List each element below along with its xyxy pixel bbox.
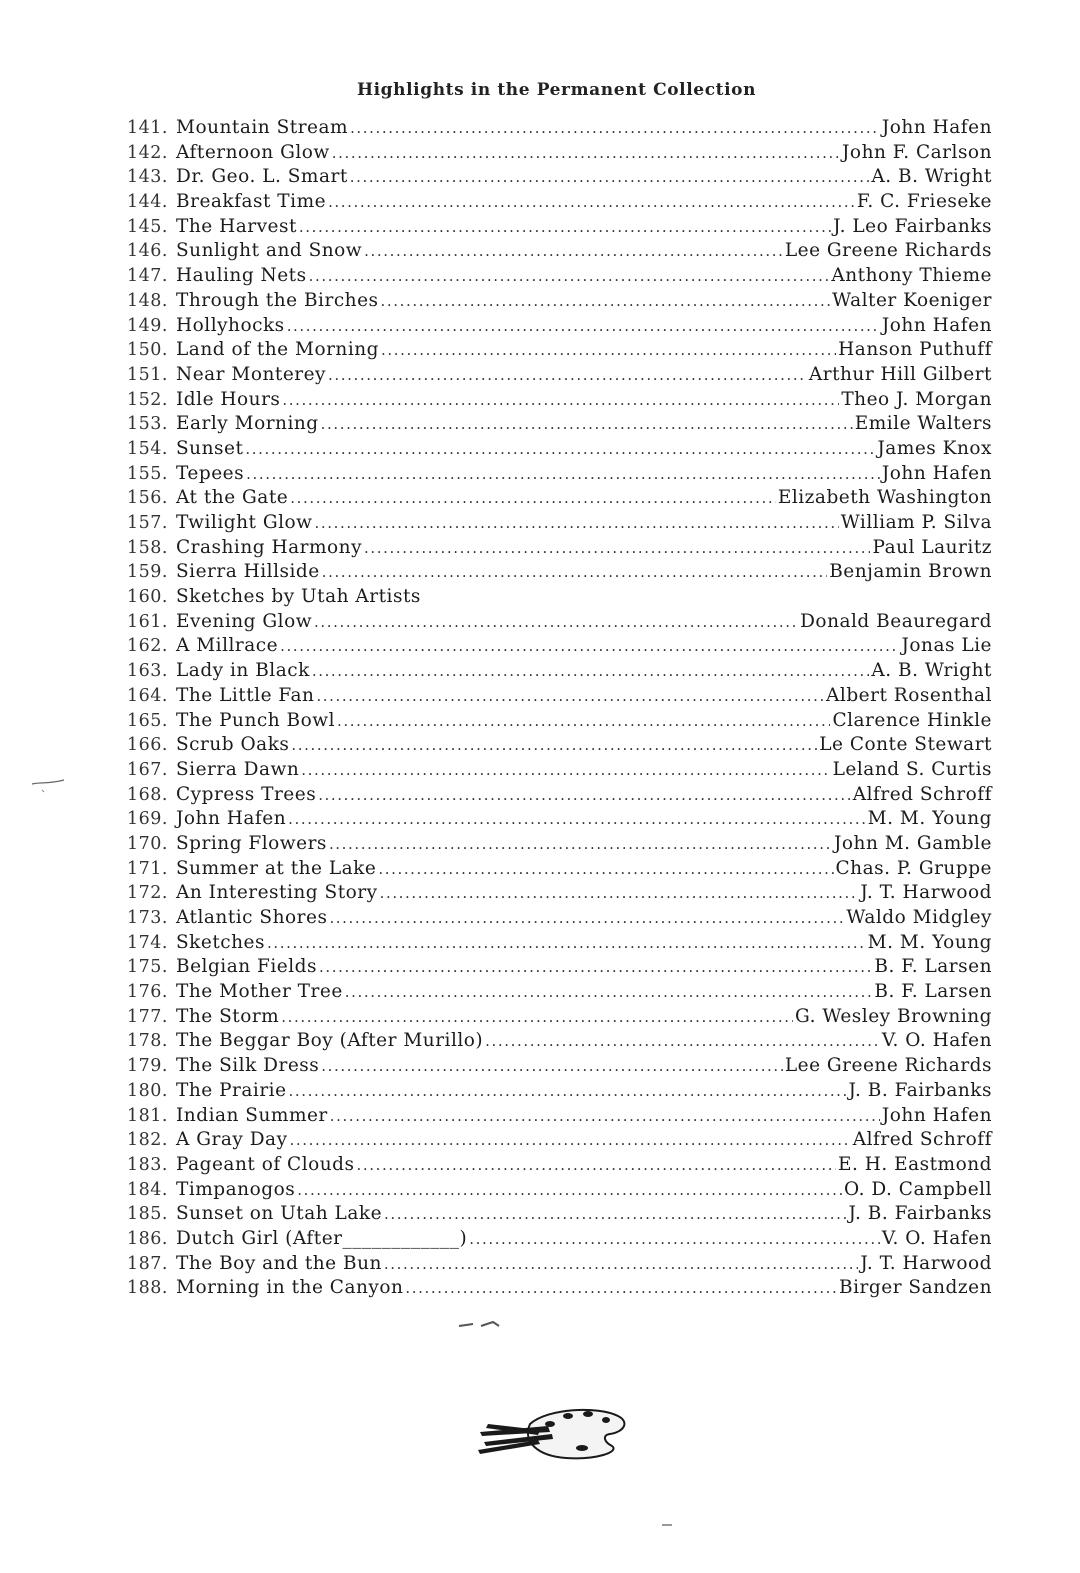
catalog-entry: [108, 314, 992, 339]
catalog-entry: [108, 807, 992, 832]
catalog-entry: [108, 1005, 992, 1030]
entry-number: 173.: [127, 908, 168, 928]
artwork-title: Dutch Girl (After____________): [176, 1227, 468, 1249]
artist-name: O. D. Campbell: [844, 1178, 992, 1200]
artwork-title: Lady in Black: [176, 660, 310, 682]
dot-leader: [267, 931, 866, 956]
catalog-entry: [108, 165, 992, 190]
artist-name: J. B. Fairbanks: [848, 1203, 992, 1225]
catalog-entry: [108, 783, 992, 808]
artwork-title: Belgian Fields: [176, 956, 317, 978]
dot-leader: [309, 264, 830, 289]
artwork-title: Cypress Trees: [176, 783, 317, 805]
catalog-entry: [108, 141, 992, 166]
dot-leader: [384, 1202, 847, 1227]
artist-name: A. B. Wright: [871, 166, 992, 188]
page-title: Highlights in the Permanent Collection: [356, 80, 757, 100]
artist-name: G. Wesley Browning: [794, 1005, 992, 1027]
artist-name: Hanson Puthuff: [838, 339, 992, 361]
artwork-title: Hauling Nets: [176, 265, 307, 287]
catalog-entry: [108, 1079, 992, 1104]
catalog-entry: [108, 388, 992, 413]
catalog-entry: [108, 1252, 992, 1277]
artist-name: John M. Gamble: [833, 832, 992, 854]
entry-number: 164.: [127, 685, 168, 706]
catalog-entry: [108, 338, 992, 363]
artist-name: Albert Rosenthal: [826, 684, 992, 706]
artwork-title: A Gray Day: [176, 1129, 288, 1151]
artwork-title: Mountain Stream: [176, 117, 349, 138]
artist-name: Waldo Midgley: [846, 907, 992, 928]
artwork-title: Tepees: [176, 462, 245, 484]
entry-number: 168.: [127, 784, 168, 805]
artist-name: Arthur Hill Gilbert: [808, 363, 992, 385]
artwork-title: Pageant of Clouds: [176, 1153, 355, 1175]
dot-leader: [378, 857, 833, 882]
artist-name: James Knox: [877, 437, 992, 459]
catalog-entry: [108, 980, 992, 1005]
catalog-entry: [108, 1104, 992, 1129]
artist-name: John Hafen: [881, 1104, 992, 1126]
artist-name: Lee Greene Richards: [784, 1055, 992, 1077]
dot-leader: [329, 832, 832, 857]
entry-number: 149.: [127, 315, 168, 336]
catalog-entry: [108, 437, 992, 462]
artwork-title: Sunlight and Snow: [176, 240, 363, 262]
artwork-title: The Silk Dress: [176, 1055, 320, 1077]
entry-number: 141.: [127, 118, 168, 138]
entry-number: 161.: [127, 611, 168, 632]
artwork-title: The Harvest: [176, 215, 297, 237]
catalog-entry: [108, 486, 992, 511]
catalog-entry: [108, 239, 992, 264]
dot-leader: [290, 486, 776, 511]
stray-ink-mark: [455, 1318, 503, 1334]
artist-name: John Hafen: [881, 117, 992, 138]
artwork-title: Timpanogos: [176, 1178, 296, 1200]
entry-number: 174.: [127, 932, 168, 953]
entry-number: 183.: [127, 1154, 168, 1175]
artwork-title: The Mother Tree: [176, 981, 343, 1003]
entry-number: 172.: [127, 883, 168, 904]
dot-leader: [301, 758, 830, 783]
artist-name: William P. Silva: [840, 512, 992, 533]
artwork-title: The Boy and the Bun: [176, 1252, 382, 1274]
artwork-title: Land of the Morning: [176, 339, 380, 361]
stray-ink-mark: [660, 1520, 676, 1530]
entry-number: 158.: [127, 537, 168, 558]
artwork-title: Scrub Oaks: [176, 734, 290, 756]
artist-name: J. T. Harwood: [860, 1252, 992, 1274]
catalog-entry: [108, 1153, 992, 1178]
artwork-title: Crashing Harmony: [176, 536, 363, 558]
entry-number: 170.: [127, 833, 168, 854]
entry-number: 184.: [127, 1179, 168, 1200]
artist-name: B. F. Larsen: [874, 981, 992, 1003]
dot-leader: [350, 165, 870, 190]
artwork-title: Atlantic Shores: [176, 907, 328, 928]
catalog-entry: [108, 1128, 992, 1153]
artwork-title: John Hafen: [176, 808, 287, 830]
artist-name: Birger Sandzen: [839, 1277, 992, 1299]
entry-number: 147.: [127, 266, 168, 287]
entry-number: 169.: [127, 809, 168, 830]
entry-number: 150.: [127, 340, 168, 361]
artist-palette-and-brushes-icon: [478, 1402, 634, 1462]
entry-number: 154.: [127, 438, 168, 459]
dot-leader: [485, 1029, 880, 1054]
artwork-title: Hollyhocks: [176, 314, 285, 336]
catalog-entry: [108, 955, 992, 980]
entry-number: 188.: [127, 1278, 168, 1299]
entry-number: 155.: [127, 463, 168, 484]
artwork-title: Through the Birches: [176, 289, 379, 311]
artist-name: John F. Carlson: [842, 141, 992, 163]
dot-leader: [280, 634, 899, 659]
entry-number: 151.: [127, 364, 168, 385]
entry-number: 176.: [127, 982, 168, 1003]
artist-name: Alfred Schroff: [852, 1129, 992, 1151]
artist-name: Benjamin Brown: [829, 561, 992, 583]
artist-name: Clarence Hinkle: [832, 709, 992, 731]
catalog-entry: [108, 758, 992, 783]
dot-leader: [315, 511, 839, 536]
dot-leader: [328, 190, 855, 215]
artwork-title: The Storm: [176, 1005, 280, 1027]
catalog-entry: [108, 190, 992, 215]
catalog-entry: [108, 560, 992, 585]
catalog-entry: [108, 116, 992, 141]
catalog-entry: [108, 585, 992, 610]
dot-leader: [364, 536, 870, 561]
dot-leader: [291, 733, 817, 758]
artwork-title: Dr. Geo. L. Smart: [176, 166, 348, 188]
dot-leader: [469, 1227, 880, 1252]
entry-number: 157.: [127, 513, 168, 533]
artwork-title: Afternoon Glow: [176, 141, 330, 163]
entry-number: 178.: [127, 1031, 168, 1052]
artist-name: Theo J. Morgan: [841, 388, 992, 410]
entry-number: 156.: [127, 488, 168, 509]
entry-number: 146.: [127, 241, 168, 262]
artist-name: V. O. Hafen: [881, 1227, 992, 1249]
catalog-entry: [108, 264, 992, 289]
entry-number: 179.: [127, 1056, 168, 1077]
artwork-title: The Beggar Boy (After Murillo): [176, 1030, 484, 1052]
entry-number: 171.: [127, 858, 168, 879]
entry-number: 186.: [127, 1228, 168, 1249]
entry-number: 159.: [127, 562, 168, 583]
artwork-title: Sierra Hillside: [176, 561, 320, 583]
entry-number: 175.: [127, 957, 168, 978]
entry-number: 165.: [127, 710, 168, 731]
catalog-entry: [108, 289, 992, 314]
dot-leader: [322, 560, 827, 585]
artwork-title: Spring Flowers: [176, 832, 327, 854]
dot-leader: [282, 388, 839, 413]
dot-leader: [289, 1079, 847, 1104]
dot-leader: [405, 1276, 837, 1301]
entry-number: 152.: [127, 389, 168, 410]
dot-leader: [384, 1252, 858, 1277]
entry-number: 153.: [127, 414, 168, 435]
dot-leader: [281, 1005, 793, 1030]
catalog-entry: [108, 733, 992, 758]
dot-leader: [337, 709, 830, 734]
entry-number: 160.: [127, 587, 168, 608]
dot-leader: [329, 906, 844, 931]
catalog-entry: [108, 1029, 992, 1054]
artist-name: M. M. Young: [867, 931, 992, 953]
artist-name: Jonas Lie: [901, 635, 992, 657]
catalog-entry: [108, 363, 992, 388]
dot-leader: [330, 1104, 880, 1129]
dot-leader: [350, 116, 880, 141]
artwork-title: Twilight Glow: [176, 512, 313, 533]
dot-leader: [290, 1128, 851, 1153]
dot-leader: [246, 462, 880, 487]
artist-name: J. B. Fairbanks: [848, 1079, 992, 1101]
entry-number: 187.: [127, 1253, 168, 1274]
catalog-entry: [108, 215, 992, 240]
artist-name: Lee Greene Richards: [784, 240, 992, 262]
entry-number: 142.: [127, 142, 168, 163]
dot-leader: [297, 1178, 842, 1203]
catalog-entry: [108, 881, 992, 906]
entry-number: 163.: [127, 661, 168, 682]
catalog-entry: [108, 1227, 992, 1252]
collection-list: [108, 116, 992, 1301]
artist-name: Chas. P. Gruppe: [835, 857, 992, 879]
entry-number: 182.: [127, 1130, 168, 1151]
entry-number: 181.: [127, 1105, 168, 1126]
catalog-entry: [108, 1178, 992, 1203]
artist-name: B. F. Larsen: [874, 956, 992, 978]
artwork-title: An Interesting Story: [176, 882, 378, 904]
catalog-entry: [108, 906, 992, 931]
dot-leader: [345, 980, 873, 1005]
artwork-title: A Millrace: [176, 635, 279, 657]
dot-leader: [332, 141, 840, 166]
artwork-title: Sketches: [176, 931, 265, 953]
artist-name: Anthony Thieme: [831, 265, 992, 287]
dot-leader: [314, 610, 798, 635]
artwork-title: Sierra Dawn: [176, 758, 300, 780]
dot-leader: [245, 437, 875, 462]
artist-name: Walter Koeniger: [832, 289, 992, 311]
dot-leader: [316, 684, 824, 709]
dot-leader: [328, 363, 807, 388]
artwork-title: Indian Summer: [176, 1104, 328, 1126]
dot-leader: [321, 1054, 783, 1079]
catalog-entry: [108, 536, 992, 561]
catalog-entry: [108, 610, 992, 635]
artist-name: Alfred Schroff: [852, 783, 992, 805]
artwork-title: Near Monterey: [176, 363, 327, 385]
dot-leader: [319, 955, 872, 980]
dot-leader: [321, 412, 853, 437]
artist-name: F. C. Frieseke: [856, 191, 992, 213]
entry-number: 166.: [127, 735, 168, 756]
artist-name: J. Leo Fairbanks: [833, 215, 992, 237]
dot-leader: [288, 807, 866, 832]
artist-name: V. O. Hafen: [881, 1030, 992, 1052]
artist-name: John Hafen: [881, 462, 992, 484]
artist-name: Donald Beauregard: [800, 610, 992, 632]
catalog-entry: [108, 1054, 992, 1079]
catalog-entry: [108, 511, 992, 536]
catalog-entry: [108, 1276, 992, 1301]
catalog-entry: [108, 659, 992, 684]
stray-ink-mark: [30, 770, 70, 794]
catalog-entry: [108, 857, 992, 882]
artwork-title: Sketches by Utah Artists: [176, 586, 421, 608]
entry-number: 167.: [127, 759, 168, 780]
dot-leader: [312, 659, 870, 684]
artwork-title: Idle Hours: [176, 388, 281, 410]
artwork-title: The Punch Bowl: [176, 709, 336, 731]
catalog-entry: [108, 1202, 992, 1227]
artwork-title: Morning in the Canyon: [176, 1277, 404, 1299]
artist-name: Leland S. Curtis: [832, 758, 992, 780]
entry-number: 145.: [127, 216, 168, 237]
artist-name: Elizabeth Washington: [777, 487, 992, 509]
artist-name: A. B. Wright: [871, 660, 992, 682]
dot-leader: [364, 239, 783, 264]
entry-number: 185.: [127, 1204, 168, 1225]
entry-number: 177.: [127, 1006, 168, 1027]
artist-name: Emile Walters: [854, 413, 992, 435]
artwork-title: Summer at the Lake: [176, 857, 377, 879]
entry-number: 143.: [127, 167, 168, 188]
dot-leader: [357, 1153, 836, 1178]
dot-leader: [318, 783, 851, 808]
artist-name: Le Conte Stewart: [819, 734, 992, 756]
artwork-title: The Little Fan: [176, 684, 315, 706]
entry-number: 144.: [127, 192, 168, 213]
dot-leader: [287, 314, 880, 339]
entry-number: 162.: [127, 636, 168, 657]
catalog-entry: [108, 931, 992, 956]
entry-number: 180.: [127, 1080, 168, 1101]
dot-leader: [381, 289, 831, 314]
catalog-entry: [108, 709, 992, 734]
artist-name: J. T. Harwood: [860, 882, 992, 904]
artist-name: John Hafen: [881, 314, 992, 336]
artwork-title: Early Morning: [176, 413, 319, 435]
catalog-entry: [108, 684, 992, 709]
dot-leader: [299, 215, 831, 240]
artwork-title: Sunset on Utah Lake: [176, 1203, 383, 1225]
catalog-entry: [108, 462, 992, 487]
dot-leader: [380, 881, 859, 906]
artist-name: Paul Lauritz: [872, 536, 992, 558]
artwork-title: At the Gate: [176, 487, 289, 509]
artist-name: M. M. Young: [867, 808, 992, 830]
catalog-entry: [108, 634, 992, 659]
entry-number: 148.: [127, 290, 168, 311]
artist-name: E. H. Eastmond: [837, 1153, 992, 1175]
artwork-title: Breakfast Time: [176, 191, 327, 213]
catalog-entry: [108, 412, 992, 437]
artwork-title: The Prairie: [176, 1079, 287, 1101]
catalog-entry: [108, 832, 992, 857]
artwork-title: Evening Glow: [176, 610, 313, 632]
dot-leader: [381, 338, 836, 363]
artwork-title: Sunset: [176, 437, 244, 459]
